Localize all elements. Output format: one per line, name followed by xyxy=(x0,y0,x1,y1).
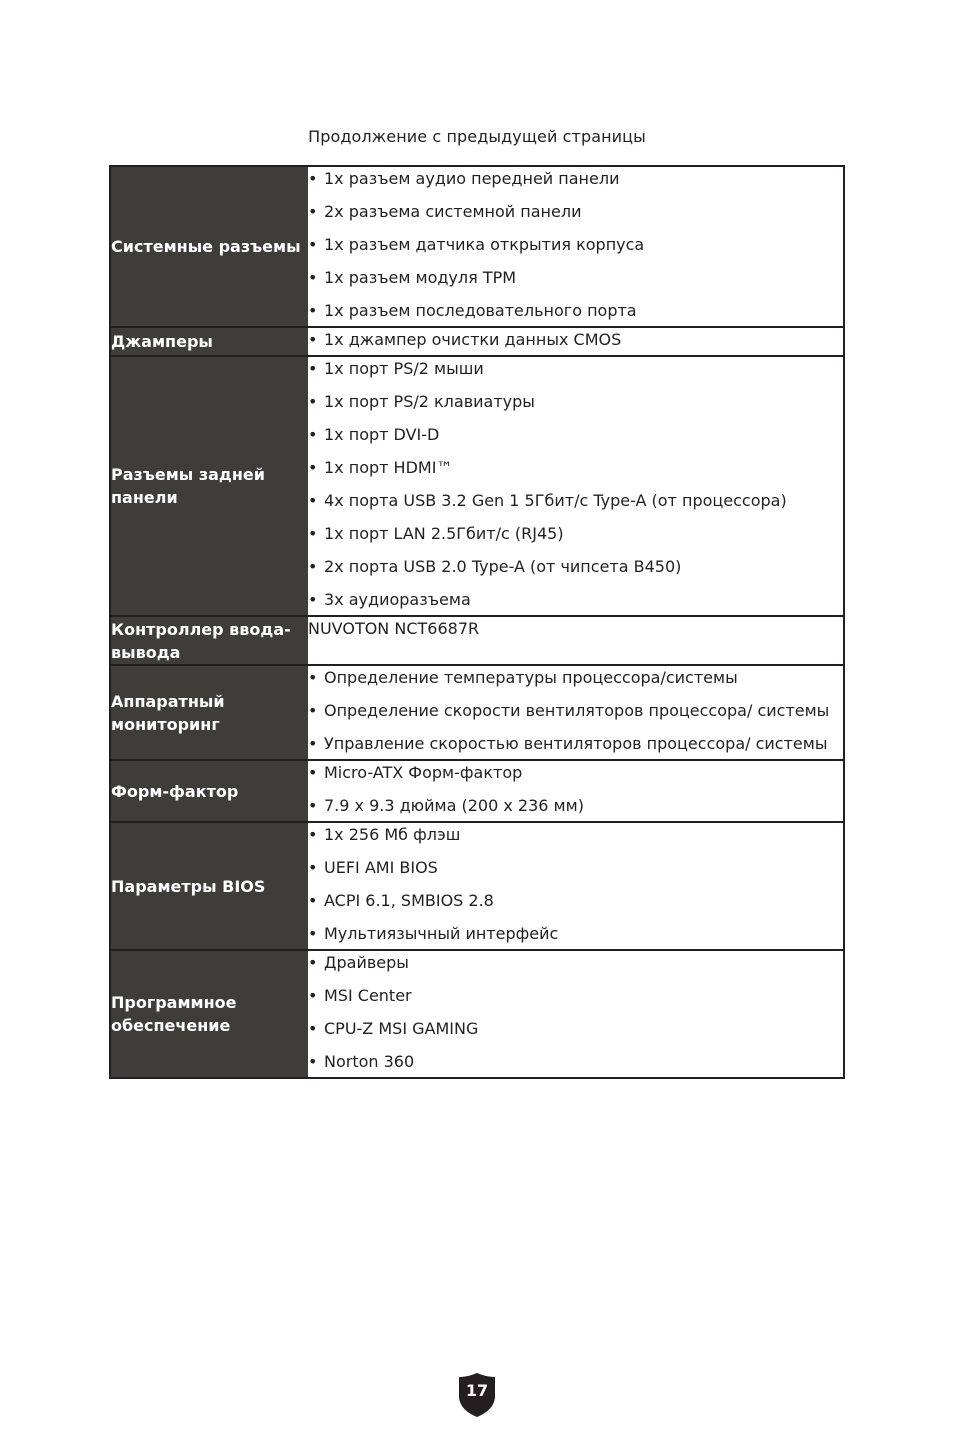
spec-value xyxy=(308,327,844,356)
spec-label: Программное обеспечение xyxy=(110,950,308,1078)
spec-item: • 1x порт LAN 2.5Гбит/с (RJ45) xyxy=(308,522,843,545)
spec-item: • Драйверы xyxy=(308,951,843,974)
spec-label: Разъемы задней панели xyxy=(110,356,308,616)
spec-item: • 2x порта USB 2.0 Type-A (от чипсета B450) xyxy=(308,555,843,578)
spec-row-io-controller xyxy=(110,616,844,665)
spec-item: • UEFI AMI BIOS xyxy=(308,856,843,879)
spec-item: • 1x 256 Мб флэш xyxy=(308,823,843,846)
spec-item: • 2x разъема системной панели xyxy=(308,200,843,223)
spec-item: • Определение температуры процессора/системы xyxy=(308,666,843,689)
spec-item: • 1x порт PS/2 мыши xyxy=(308,357,843,380)
spec-item-list xyxy=(308,823,843,945)
spec-row-back-panel xyxy=(110,356,844,616)
spec-item: • 1x разъем датчика открытия корпуса xyxy=(308,233,843,256)
continued-notice: Продолжение с предыдущей страницы xyxy=(308,127,646,146)
spec-label: Контроллер ввода-вывода xyxy=(110,616,308,665)
spec-value xyxy=(308,356,844,616)
spec-item-list xyxy=(308,328,843,351)
spec-item: • 1x джампер очистки данных CMOS xyxy=(308,328,843,351)
spec-item: • Определение скорости вентиляторов процессора/ системы xyxy=(308,699,843,722)
spec-item: • 1x разъем последовательного порта xyxy=(308,299,843,322)
spec-row-software xyxy=(110,950,844,1078)
spec-item: • Управление скоростью вентиляторов процессора/ системы xyxy=(308,732,843,755)
spec-item-list xyxy=(308,951,843,1073)
spec-value xyxy=(308,665,844,760)
page-number-badge xyxy=(458,1372,496,1418)
specifications-table xyxy=(109,165,845,1079)
spec-label: Джамперы xyxy=(110,327,308,356)
spec-label: Аппаратный мониторинг xyxy=(110,665,308,760)
spec-label: Системные разъемы xyxy=(110,166,308,327)
spec-item: • Мультиязычный интерфейс xyxy=(308,922,843,945)
spec-item: • 1x разъем модуля TPM xyxy=(308,266,843,289)
page-number: 17 xyxy=(465,1381,489,1400)
spec-row-jumpers xyxy=(110,327,844,356)
spec-item: • 1x порт PS/2 клавиатуры xyxy=(308,390,843,413)
spec-label: Форм-фактор xyxy=(110,760,308,822)
spec-item-list xyxy=(308,761,843,817)
spec-item: • ACPI 6.1, SMBIOS 2.8 xyxy=(308,889,843,912)
spec-value xyxy=(308,760,844,822)
spec-item: • Norton 360 xyxy=(308,1050,843,1073)
spec-item-list xyxy=(308,357,843,611)
spec-item-list xyxy=(308,167,843,322)
spec-item: • MSI Center xyxy=(308,984,843,1007)
spec-item: • 3x аудиоразъема xyxy=(308,588,843,611)
spec-row-system-connectors xyxy=(110,166,844,327)
spec-item: • 1x разъем аудио передней панели xyxy=(308,167,843,190)
spec-value xyxy=(308,822,844,950)
spec-item: • 1x порт HDMI™ xyxy=(308,456,843,479)
spec-item: • 7.9 x 9.3 дюйма (200 x 236 мм) xyxy=(308,794,843,817)
spec-plain-value: NUVOTON NCT6687R xyxy=(308,619,480,638)
spec-row-hardware-monitoring xyxy=(110,665,844,760)
spec-value xyxy=(308,166,844,327)
spec-item: • 1x порт DVI-D xyxy=(308,423,843,446)
spec-row-bios xyxy=(110,822,844,950)
spec-value xyxy=(308,616,844,665)
spec-item: • Micro-ATX Форм-фактор xyxy=(308,761,843,784)
spec-item: • CPU-Z MSI GAMING xyxy=(308,1017,843,1040)
spec-row-form-factor xyxy=(110,760,844,822)
spec-item: • 4x порта USB 3.2 Gen 1 5Гбит/с Type-A (от процессора) xyxy=(308,489,843,512)
spec-item-list xyxy=(308,666,843,755)
spec-value xyxy=(308,950,844,1078)
spec-label: Параметры BIOS xyxy=(110,822,308,950)
